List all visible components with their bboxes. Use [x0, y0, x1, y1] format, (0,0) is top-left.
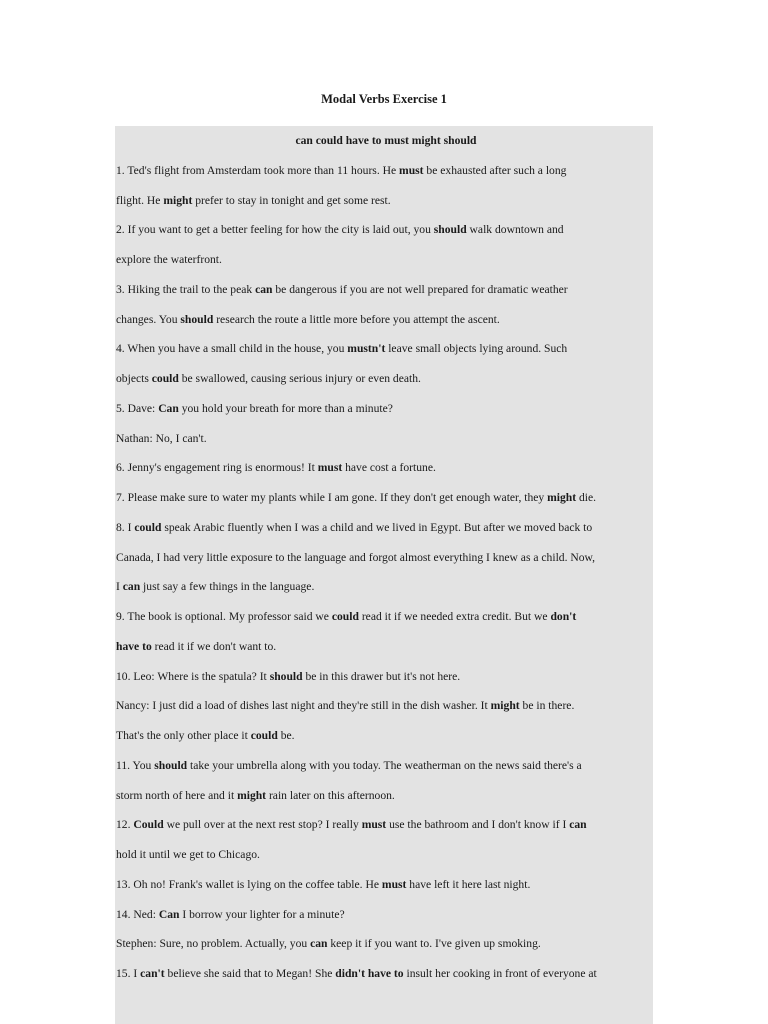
exercise-line	[116, 959, 656, 989]
line-text: Nancy: I just did a load of dishes last night and they're still in the dish washer. It	[116, 699, 491, 713]
exercise-line	[116, 275, 656, 305]
line-text: have left it here last night.	[406, 877, 531, 891]
exercise-line	[116, 691, 656, 721]
document-title: Modal Verbs Exercise 1	[321, 92, 447, 106]
modal-verb-answer: might	[547, 491, 577, 504]
line-text: I	[116, 580, 123, 594]
exercise-line	[116, 870, 656, 900]
line-text: Stephen: Sure, no problem. Actually, you	[116, 937, 311, 951]
line-text: keep it if you want to. I've given up smoking.	[327, 937, 541, 951]
line-text: 14. Ned:	[116, 907, 159, 921]
modal-verb-answer: must	[361, 818, 387, 832]
line-text: be exhausted after such a long	[423, 163, 567, 177]
line-text: rain later on this afternoon.	[266, 788, 395, 802]
line-text: 9. The book is optional. My professor said we	[116, 610, 332, 623]
line-text: walk downtown and	[466, 223, 564, 237]
line-text: 3. Hiking the trail to the peak	[116, 282, 256, 296]
line-text: 4. When you have a small child in the house, you	[116, 342, 348, 356]
modal-verb-answer: don't	[550, 610, 577, 623]
exercise-line	[116, 334, 656, 364]
modal-verb-answer: could	[134, 520, 162, 534]
modal-verb-answer: can	[122, 580, 141, 594]
exercise-line	[116, 572, 656, 602]
line-text: be in there.	[519, 699, 575, 713]
line-text: storm north of here and it	[116, 788, 238, 802]
exercise-line	[116, 215, 656, 245]
line-text: changes. You	[116, 312, 181, 326]
line-text: research the route a little more before you attempt the ascent.	[213, 312, 500, 326]
line-text: you hold your breath for more than a minute?	[178, 401, 393, 415]
line-text: be dangerous if you are not well prepared for dramatic weather	[272, 282, 568, 296]
line-text: be.	[277, 729, 295, 742]
line-text: prefer to stay in tonight and get some rest.	[192, 193, 391, 207]
line-text: speak Arabic fluently when I was a child and we lived in Egypt. But after we moved back to	[161, 520, 593, 534]
exercise-line	[116, 513, 656, 543]
line-text: 6. Jenny's engagement ring is enormous! It	[116, 461, 318, 475]
line-text: read it if we needed extra credit. But we	[358, 610, 551, 623]
exercise-line	[116, 721, 656, 751]
line-text: That's the only other place it	[116, 729, 251, 742]
modal-verb-answer: can	[569, 818, 587, 832]
line-text: insult her cooking in front of everyone at	[403, 967, 597, 980]
exercise-line	[116, 483, 656, 513]
exercise-line	[116, 453, 656, 483]
line-text: flight. He	[116, 193, 164, 207]
modal-verb-answer: might	[490, 699, 520, 713]
line-text: 10. Leo: Where is the spatula? It	[116, 669, 270, 683]
modal-verb-answer: must	[317, 461, 343, 475]
modal-verb-answer: could	[250, 729, 278, 742]
line-text: 7. Please make sure to water my plants while I am gone. If they don't get enough water, they	[116, 491, 548, 504]
modal-verb-answer: Could	[133, 818, 164, 832]
line-text: 15. I	[116, 967, 141, 980]
modal-verb-answer: mustn't	[347, 342, 386, 356]
exercise-line	[116, 900, 656, 930]
modal-verb-answer: must	[381, 877, 407, 891]
exercise-line	[116, 602, 656, 632]
line-text: objects	[116, 372, 152, 385]
line-text: hold it until we get to Chicago.	[116, 848, 260, 861]
line-text: believe she said that to Megan! She	[164, 967, 336, 980]
exercise-body	[116, 126, 656, 989]
line-text: die.	[576, 491, 597, 504]
line-text: be in this drawer but it's not here.	[302, 669, 461, 683]
exercise-line	[116, 929, 656, 959]
exercise-line	[116, 156, 656, 186]
modal-verb-answer: should	[269, 669, 303, 683]
exercise-line	[116, 186, 656, 216]
line-text: explore the waterfront.	[116, 253, 222, 266]
exercise-line	[116, 840, 656, 870]
line-text: be swallowed, causing serious injury or even death.	[178, 372, 421, 385]
line-text: Canada, I had very little exposure to the language and forgot almost everything I knew as a child. Now,	[116, 550, 596, 564]
exercise-line	[116, 364, 656, 394]
line-text: 13. Oh no! Frank's wallet is lying on the coffee table. He	[116, 877, 382, 891]
line-text: 1. Ted's flight from Amsterdam took more than 11 hours. He	[116, 163, 400, 177]
exercise-line	[116, 662, 656, 692]
line-text: 12.	[116, 818, 134, 832]
modal-verb-answer: can	[310, 937, 328, 951]
line-text: we pull over at the next rest stop? I really	[163, 818, 362, 832]
line-text: just say a few things in the language.	[140, 580, 315, 594]
line-text: 5. Dave:	[116, 401, 159, 415]
modal-verb-answer: can't	[140, 967, 165, 980]
modal-verb-answer: have to	[116, 639, 152, 653]
line-text: Nathan: No, I can't.	[116, 431, 207, 445]
exercise-line	[116, 305, 656, 335]
modal-verb-answer: Can	[158, 401, 179, 415]
modal-verb-answer: might	[163, 193, 193, 207]
word-bank: can could have to must might should	[295, 134, 477, 147]
modal-verb-answer: should	[433, 223, 467, 237]
line-text: 8. I	[116, 520, 135, 534]
exercise-line	[116, 394, 656, 424]
modal-verb-answer: should	[180, 312, 214, 326]
modal-verb-answer: can	[255, 282, 273, 296]
line-text: leave small objects lying around. Such	[385, 342, 568, 356]
exercise-line	[116, 751, 656, 781]
modal-verb-answer: could	[331, 610, 359, 623]
line-text: read it if we don't want to.	[151, 639, 277, 653]
exercise-line	[116, 632, 656, 662]
line-text: use the bathroom and I don't know if I	[386, 818, 570, 832]
modal-verb-answer: didn't have to	[335, 967, 404, 980]
modal-verb-answer: must	[399, 163, 424, 177]
exercise-line	[116, 810, 656, 840]
line-text: have cost a fortune.	[342, 461, 436, 475]
modal-verb-answer: could	[151, 372, 179, 385]
exercise-line	[116, 781, 656, 811]
modal-verb-answer: Can	[158, 907, 180, 921]
line-text: 11. You	[116, 758, 155, 772]
exercise-line	[116, 543, 656, 573]
modal-verb-answer: should	[154, 758, 188, 772]
line-text: I borrow your lighter for a minute?	[179, 907, 345, 921]
exercise-line	[116, 424, 656, 454]
line-text: take your umbrella along with you today. The weatherman on the news said there's a	[187, 758, 582, 772]
line-text: 2. If you want to get a better feeling for how the city is laid out, you	[116, 223, 434, 237]
modal-verb-answer: might	[237, 788, 267, 802]
exercise-line	[116, 245, 656, 275]
